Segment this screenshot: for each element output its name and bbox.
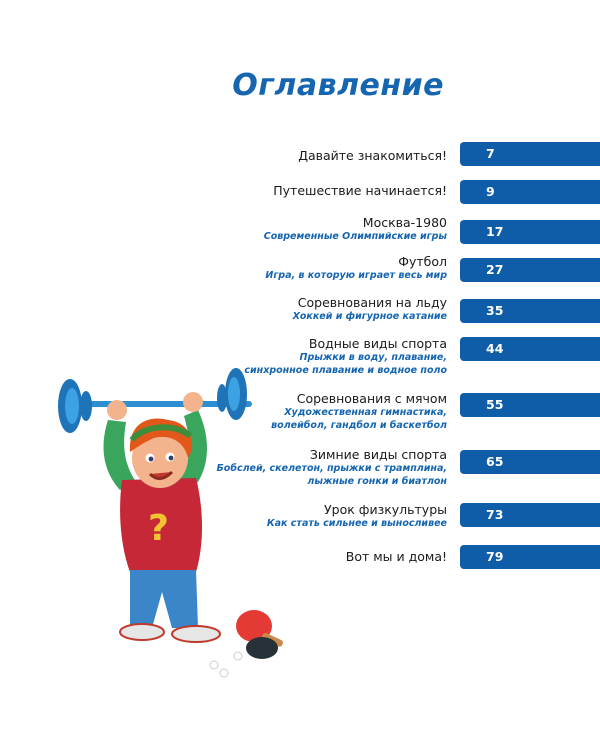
toc-heading: Водные виды спорта	[308, 336, 447, 351]
ping-pong-paddle-black	[246, 637, 278, 659]
toc-subtitle: Хоккей и фигурное катание	[292, 311, 447, 322]
question-mark-icon: ?	[148, 508, 169, 549]
page-title: Оглавление	[232, 68, 444, 103]
toc-heading: Зимние виды спорта	[309, 447, 447, 462]
toc-subtitle: Игра, в которую играет весь мир	[265, 270, 447, 281]
toc-heading: Футбол	[398, 254, 447, 269]
barbell-plate-left-inner	[80, 391, 92, 421]
ping-pong-ball	[234, 652, 242, 660]
right-sneaker	[172, 626, 220, 642]
barbell-plate-right-inner	[217, 384, 227, 412]
toc-heading: Соревнования на льду	[297, 295, 447, 310]
toc-subtitle: лыжные гонки и биатлон	[307, 475, 447, 487]
toc-subtitle: Как стать сильнее и выносливее	[266, 518, 447, 529]
ping-pong-ball	[220, 669, 228, 677]
toc-heading: Давайте знакомиться!	[298, 148, 447, 163]
page-number-tab[interactable]: 79	[460, 545, 600, 569]
boy-lifting-barbell-illustration	[50, 360, 310, 690]
page-number-tab[interactable]: 27	[460, 258, 600, 282]
page-number-tab[interactable]: 7	[460, 142, 600, 166]
left-arm	[104, 420, 136, 490]
left-hand	[107, 400, 127, 420]
toc-subtitle: Современные Олимпийские игры	[263, 231, 447, 242]
toc-subtitle: Художественная гимнастика,	[284, 407, 447, 418]
page-number-tab[interactable]: 9	[460, 180, 600, 204]
page-number-tab[interactable]: 73	[460, 503, 600, 527]
jeans	[130, 570, 198, 628]
page-number-tab[interactable]: 44	[460, 337, 600, 361]
page-number-tab[interactable]: 65	[460, 450, 600, 474]
page-number-tab[interactable]: 55	[460, 393, 600, 417]
page-number-tab[interactable]: 35	[460, 299, 600, 323]
toc-heading: Москва-1980	[362, 215, 447, 230]
toc-heading: Вот мы и дома!	[345, 549, 447, 564]
ping-pong-ball	[210, 661, 218, 669]
toc-heading: Урок физкультуры	[324, 502, 447, 517]
toc-subtitle: Прыжки в воду, плавание,	[299, 352, 447, 363]
toc-heading: Соревнования с мячом	[296, 391, 447, 406]
toc-subtitle: синхронное плавание и водное поло	[244, 364, 447, 376]
left-sneaker	[120, 624, 164, 640]
toc-subtitle: волейбол, гандбол и баскетбол	[271, 419, 447, 431]
toc-subtitle: Бобслей, скелетон, прыжки с трамплина,	[216, 463, 447, 474]
page-number-tab[interactable]: 17	[460, 220, 600, 244]
toc-heading: Путешествие начинается!	[273, 183, 447, 198]
right-hand	[183, 392, 203, 412]
